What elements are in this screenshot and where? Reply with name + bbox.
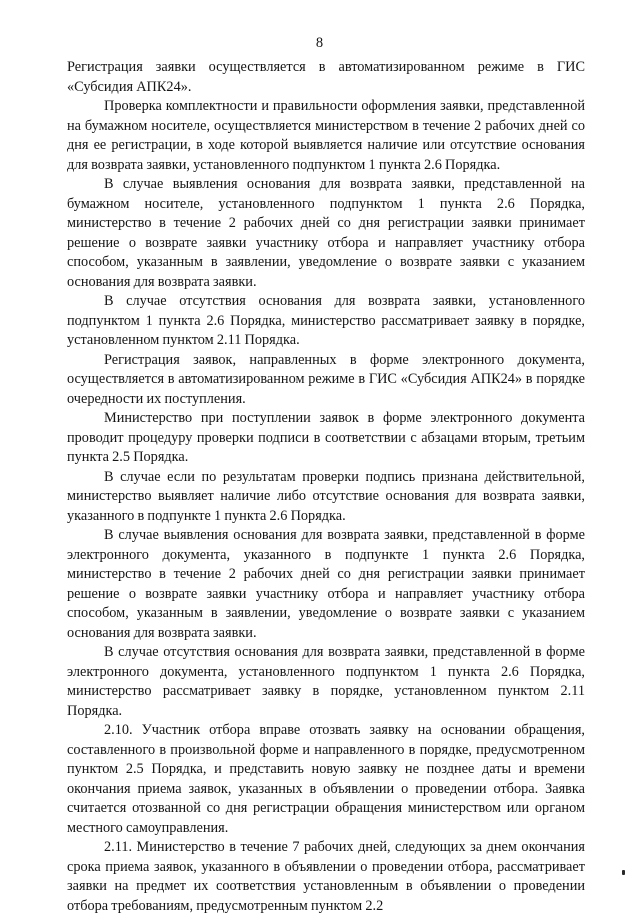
paragraph-return-electronic: В случае выявления основания для возврата заявки, представленной в форме электронного документа, указанного в подпункте 1 пункта 2.6 Порядка, министерство в течение 2 рабочих дней со дня регистрации заявки принимает решение о возврате заявки участнику отбора и направляет участнику отбора способом, указанным в заявлении, уведомление о возврате заявки с указанием основания для возврата заявки. <box>67 527 585 641</box>
paragraph-registration-gis: Регистрация заявки осуществляется в автоматизированном режиме в ГИС «Субсидия АПК24». <box>67 59 585 95</box>
page-number: 8 <box>315 35 324 51</box>
paragraph-2-10-withdrawal: 2.10. Участник отбора вправе отозвать заявку на основании обращения, составленного в произвольной форме и направленного в порядке, предусмотренном пунктом 2.5 Порядка, и представить новую заявку не позднее даты и времени окончания приема заявок, указанных в объявлении о проведении отбора. Заявка считается отозванной со дня регистрации обращения министерством или органом местного самоуправления. <box>67 722 585 836</box>
paragraph-signature-check: Министерство при поступлении заявок в форме электронного документа проводит процедуру проверки подписи в соответствии с абзацами вторым, третьим пункта 2.5 Порядка. <box>67 410 585 465</box>
scan-artifact-mark <box>622 870 625 875</box>
paragraph-return-paper: В случае выявления основания для возврата заявки, представленной на бумажном носителе, установленного подпунктом 1 пункта 2.6 Порядка, министерство в течение 2 рабочих дней со дня регистрации заявки принимает решение о возврате заявки участнику отбора и направляет участнику отбора способом, указанным в заявлении, уведомление о возврате заявки с указанием основания для возврата заявки. <box>67 176 585 290</box>
document-body <box>67 58 585 916</box>
paragraph-2-11-review: 2.11. Министерство в течение 7 рабочих дней, следующих за днем окончания срока приема заявок, указанного в объявлении о проведении отбора, рассматривает заявки на предмет их соответствия установленным в объявлении о проведении отбора требованиям, предусмотренным пунктом 2.2 <box>67 839 585 914</box>
paragraph-no-return-paper: В случае отсутствия основания для возврата заявки, установленного подпунктом 1 пункта 2.6 Порядка, министерство рассматривает заявку в порядке, установленном пунктом 2.11 Порядка. <box>67 293 585 348</box>
paragraph-completeness-check: Проверка комплектности и правильности оформления заявки, представленной на бумажном носителе, осуществляется министерством в течение 2 рабочих дней со дня ее регистрации, в ходе которой выявляется наличие или отсутствие основания для возврата заявки, установленного подпунктом 1 пункта 2.6 Порядка. <box>67 98 585 173</box>
paragraph-signature-valid: В случае если по результатам проверки подпись признана действительной, министерство выявляет наличие либо отсутствие основания для возврата заявки, указанного в подпункте 1 пункта 2.6 Порядка. <box>67 468 585 524</box>
paragraph-no-return-electronic: В случае отсутствия основания для возврата заявки, представленной в форме электронного документа, установленного подпунктом 1 пункта 2.6 Порядка, министерство рассматривает заявку в порядке, установленном пунктом 2.11 Порядка. <box>67 644 585 719</box>
paragraph-registration-electronic: Регистрация заявок, направленных в форме электронного документа, осуществляется в автоматизированном режиме в ГИС «Субсидия АПК24» в порядке очередности их поступления. <box>67 351 585 407</box>
